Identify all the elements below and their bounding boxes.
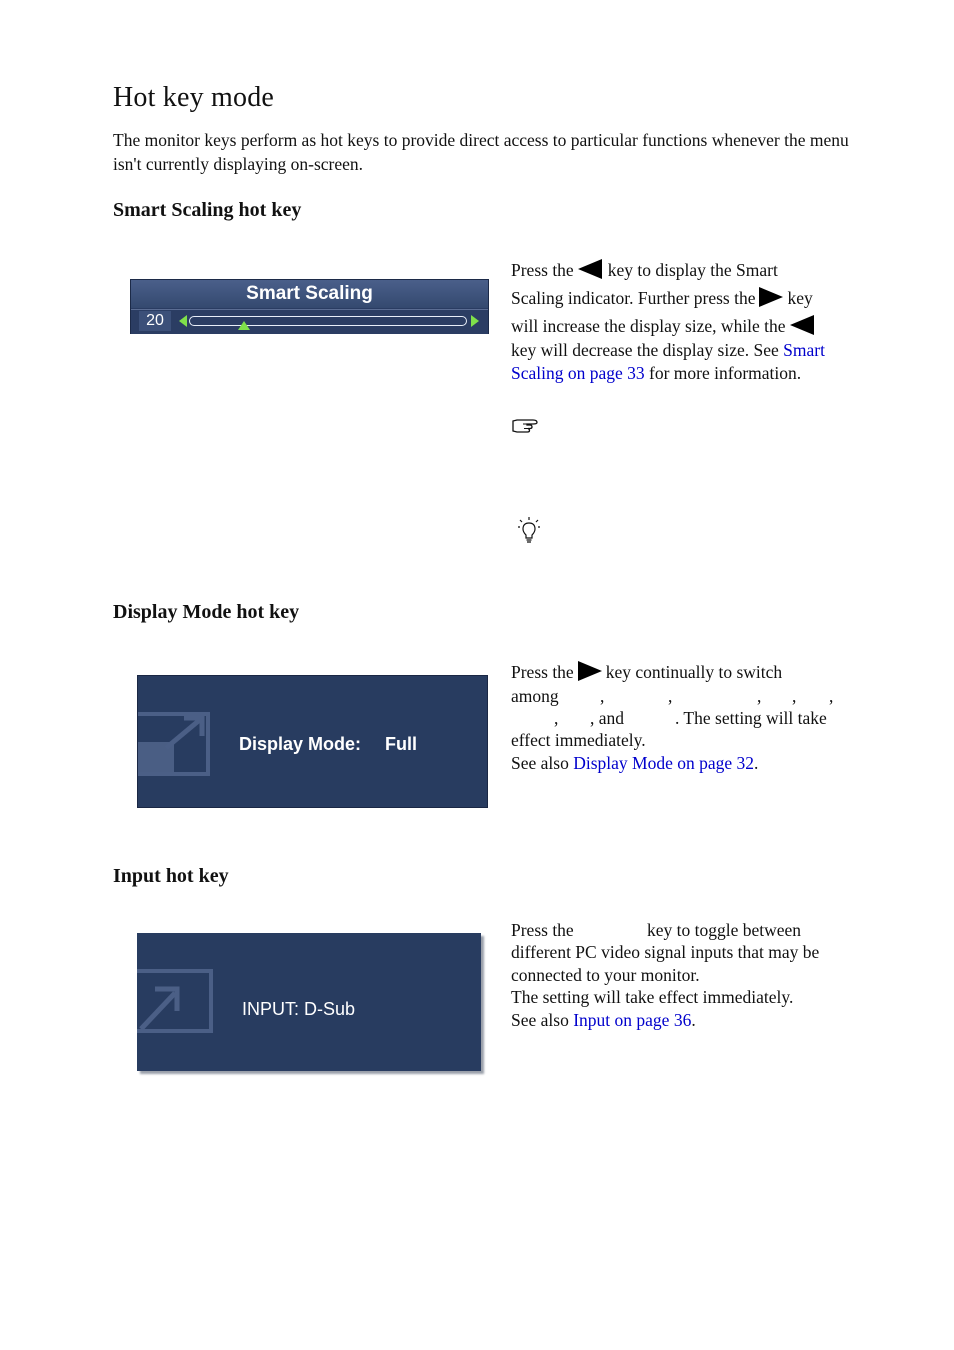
light-bulb-icon bbox=[516, 516, 542, 544]
smart-scaling-slider-area bbox=[131, 309, 488, 334]
slider-left-arrow-icon bbox=[179, 315, 187, 327]
right-key-icon bbox=[578, 661, 602, 681]
left-key-icon bbox=[790, 315, 814, 335]
smart-scaling-osd bbox=[130, 279, 489, 334]
input-description: Press the key to toggle between different PC video signal inputs that may be connected to your monitor. The setting will take effect immediately. See also Input on page 36. bbox=[511, 920, 820, 1030]
page-title: Hot key mode bbox=[113, 82, 275, 113]
smart-scaling-link[interactable]: Smart Scaling on page 33 bbox=[511, 340, 825, 383]
left-key-icon bbox=[578, 259, 602, 279]
right-key-icon bbox=[759, 287, 783, 307]
display-mode-description: Press the key continually to switch among , , , , , , , and . The setting will take effect immediately. See also Display Mode on page 32. bbox=[511, 662, 834, 773]
display-mode-heading: Display Mode hot key bbox=[113, 601, 300, 623]
smart-scaling-osd-title: Smart Scaling bbox=[131, 280, 488, 308]
display-mode-osd-label: Display Mode: bbox=[239, 734, 362, 754]
input-source-icon bbox=[137, 967, 217, 1037]
display-mode-osd-value: Full bbox=[385, 734, 417, 754]
smart-scaling-heading: Smart Scaling hot key bbox=[113, 199, 302, 221]
smart-scaling-description: Press the key to display the Smart Scaling indicator. Further press the key will increase the display size, while the key will decrease the display size. See Smart Scaling on page 33 for more information. bbox=[511, 260, 825, 383]
display-mode-icon bbox=[138, 710, 214, 778]
slider-right-arrow-icon bbox=[471, 315, 479, 327]
input-osd-label: INPUT: D-Sub bbox=[242, 999, 356, 1019]
intro-paragraph: The monitor keys perform as hot keys to provide direct access to particular functions whenever the menu isn't currently displaying on-screen. bbox=[113, 130, 849, 174]
input-osd bbox=[137, 933, 481, 1071]
display-mode-link[interactable]: Display Mode on page 32 bbox=[573, 753, 755, 773]
input-link[interactable]: Input on page 36 bbox=[573, 1010, 692, 1030]
smart-scaling-value: 20 bbox=[139, 311, 171, 331]
input-heading: Input hot key bbox=[113, 865, 229, 887]
display-mode-osd bbox=[137, 675, 488, 808]
smart-scaling-slider-track bbox=[189, 316, 467, 326]
pointing-hand-icon bbox=[511, 417, 539, 435]
smart-scaling-slider-thumb bbox=[238, 321, 250, 330]
